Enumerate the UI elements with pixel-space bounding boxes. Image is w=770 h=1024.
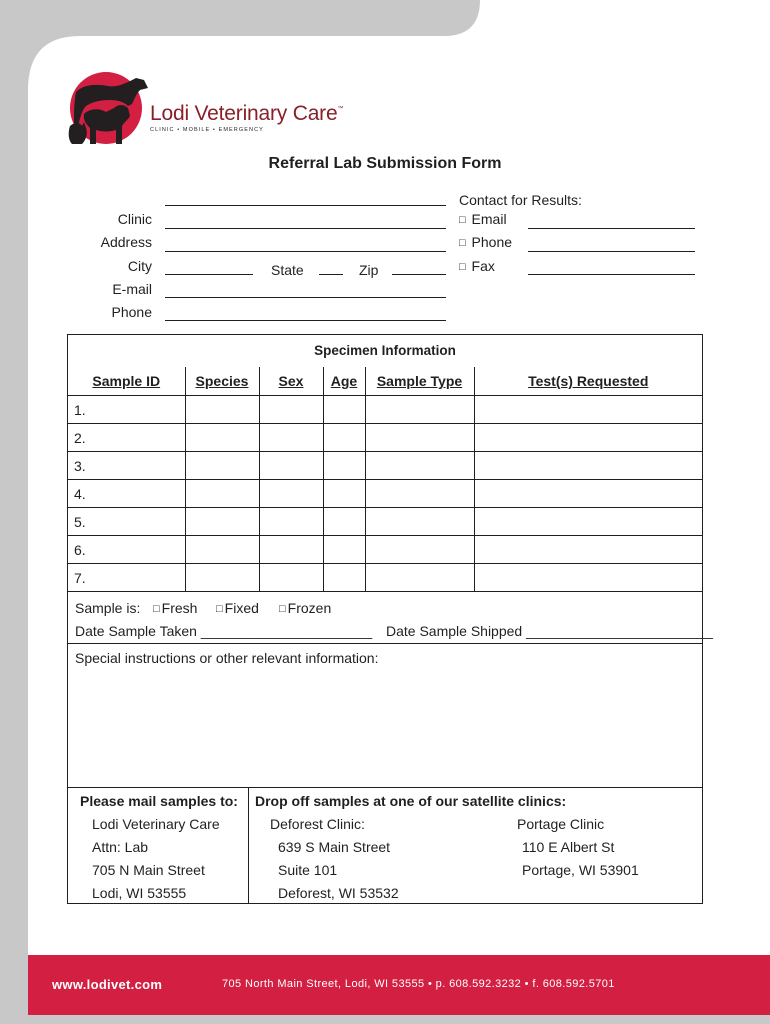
table-row	[68, 424, 702, 452]
cell[interactable]	[323, 536, 365, 564]
col-species: Species	[185, 367, 259, 396]
fixed-option[interactable]	[216, 600, 259, 616]
contact-phone-option[interactable]	[459, 234, 512, 250]
special-instructions-area[interactable]	[68, 669, 702, 787]
row-number[interactable]: 5.	[68, 508, 185, 536]
state-field[interactable]	[319, 274, 343, 275]
cell[interactable]	[185, 480, 259, 508]
cell[interactable]	[474, 396, 702, 424]
cell[interactable]	[323, 396, 365, 424]
deforest-line: Suite 101	[278, 862, 338, 878]
clinic-line-top[interactable]	[165, 205, 446, 206]
cell[interactable]	[474, 480, 702, 508]
row-number[interactable]: 1.	[68, 396, 185, 424]
contact-results-heading: Contact for Results:	[459, 192, 582, 208]
fresh-option[interactable]	[153, 600, 197, 616]
contact-email-label: Email	[471, 211, 507, 227]
row-number[interactable]: 2.	[68, 424, 185, 452]
cell[interactable]	[185, 564, 259, 592]
table-row	[68, 564, 702, 592]
footer-website-link[interactable]: www.lodivet.com	[52, 977, 163, 992]
brand-name: Lodi Veterinary Care™	[150, 102, 344, 125]
cell[interactable]	[474, 424, 702, 452]
deforest-line: 639 S Main Street	[278, 839, 391, 855]
footer-contact-info: 705 North Main Street, Lodi, WI 53555 • p. 608.592.3232 • f. 608.592.5701	[222, 978, 615, 990]
cell[interactable]	[323, 480, 365, 508]
clinic-field[interactable]	[165, 228, 446, 229]
specimen-title: Specimen Information	[314, 343, 456, 358]
cell[interactable]	[474, 536, 702, 564]
mail-line: Lodi Veterinary Care	[92, 816, 220, 832]
cell[interactable]	[365, 536, 474, 564]
deforest-line: Deforest, WI 53532	[278, 885, 399, 901]
contact-phone-label: Phone	[471, 234, 513, 250]
table-header-row	[68, 367, 702, 396]
cell[interactable]	[259, 424, 323, 452]
col-sex: Sex	[259, 367, 323, 396]
cell[interactable]	[365, 452, 474, 480]
special-instructions-label: Special instructions or other relevant information:	[75, 650, 379, 666]
table-row	[68, 508, 702, 536]
phone-field[interactable]	[165, 320, 446, 321]
row-number[interactable]: 7.	[68, 564, 185, 592]
table-row	[68, 452, 702, 480]
cell[interactable]	[474, 564, 702, 592]
divider	[68, 643, 702, 644]
contact-fax-field[interactable]	[528, 274, 695, 275]
cell[interactable]	[185, 508, 259, 536]
cell[interactable]	[323, 452, 365, 480]
cell[interactable]	[185, 452, 259, 480]
cell[interactable]	[365, 564, 474, 592]
cell[interactable]	[185, 536, 259, 564]
contact-fax-option[interactable]	[459, 258, 495, 274]
divider	[248, 787, 249, 903]
col-age: Age	[323, 367, 365, 396]
cell[interactable]	[323, 508, 365, 536]
cell[interactable]	[323, 424, 365, 452]
portage-line: Portage, WI 53901	[522, 862, 639, 878]
cell[interactable]	[259, 536, 323, 564]
zip-field[interactable]	[392, 274, 446, 275]
cell[interactable]	[365, 480, 474, 508]
specimen-box	[67, 334, 713, 904]
contact-email-field[interactable]	[528, 228, 695, 229]
zip-label: Zip	[359, 262, 379, 278]
fresh-label: Fresh	[161, 600, 198, 616]
frozen-option[interactable]	[279, 600, 331, 616]
sample-is-label: Sample is:	[75, 600, 141, 616]
date-shipped-field[interactable]: Date Sample Shipped ________________________	[386, 623, 713, 639]
contact-phone-field[interactable]	[528, 251, 695, 252]
cell[interactable]	[259, 452, 323, 480]
email-field[interactable]	[165, 297, 446, 298]
cell[interactable]	[365, 396, 474, 424]
cell[interactable]	[474, 508, 702, 536]
cell[interactable]	[474, 452, 702, 480]
cell[interactable]	[259, 508, 323, 536]
mail-line: Attn: Lab	[92, 839, 149, 855]
cell[interactable]	[365, 424, 474, 452]
checkbox-icon[interactable]: □	[459, 214, 466, 226]
address-label: Address	[100, 234, 152, 250]
checkbox-icon[interactable]: □	[153, 603, 160, 615]
row-number[interactable]: 6.	[68, 536, 185, 564]
state-label: State	[271, 262, 304, 278]
deforest-line: Deforest Clinic:	[270, 816, 365, 832]
divider	[68, 787, 702, 788]
specimen-table	[68, 367, 702, 592]
phone-label: Phone	[111, 304, 152, 320]
city-label: City	[127, 258, 152, 274]
dropoff-heading: Drop off samples at one of our satellite clinics:	[255, 793, 567, 809]
cell[interactable]	[259, 564, 323, 592]
col-sample-type: Sample Type	[365, 367, 474, 396]
row-number[interactable]: 4.	[68, 480, 185, 508]
mail-heading: Please mail samples to:	[80, 793, 238, 809]
table-row	[68, 480, 702, 508]
table-row	[68, 536, 702, 564]
mail-line: Lodi, WI 53555	[92, 885, 187, 901]
col-tests-requested: Test(s) Requested	[474, 367, 702, 396]
portage-line: Portage Clinic	[517, 816, 605, 832]
cell[interactable]	[259, 396, 323, 424]
mail-line: 705 N Main Street	[92, 862, 205, 878]
cell[interactable]	[185, 424, 259, 452]
checkbox-icon[interactable]: □	[459, 261, 466, 273]
cell[interactable]	[323, 564, 365, 592]
city-field[interactable]	[165, 274, 253, 275]
portage-line: 110 E Albert St	[522, 839, 615, 855]
email-label: E-mail	[112, 281, 152, 297]
contact-email-option[interactable]	[459, 211, 507, 227]
clinic-label: Clinic	[117, 211, 152, 227]
cell[interactable]	[259, 480, 323, 508]
checkbox-icon[interactable]: □	[279, 603, 286, 615]
cell[interactable]	[365, 508, 474, 536]
contact-fax-label: Fax	[471, 258, 495, 274]
brand-tagline: CLINIC • MOBILE • EMERGENCY	[150, 127, 264, 133]
date-taken-field[interactable]: Date Sample Taken ______________________	[75, 623, 373, 639]
cell[interactable]	[185, 396, 259, 424]
checkbox-icon[interactable]: □	[459, 237, 466, 249]
address-field[interactable]	[165, 251, 446, 252]
animals-logo-icon	[66, 64, 150, 152]
form-title: Referral Lab Submission Form	[268, 155, 502, 172]
frozen-label: Frozen	[287, 600, 332, 616]
table-row	[68, 396, 702, 424]
brand-logo	[66, 64, 344, 152]
col-sample-id: Sample ID	[68, 367, 185, 396]
fixed-label: Fixed	[224, 600, 259, 616]
checkbox-icon[interactable]: □	[216, 603, 223, 615]
row-number[interactable]: 3.	[68, 452, 185, 480]
